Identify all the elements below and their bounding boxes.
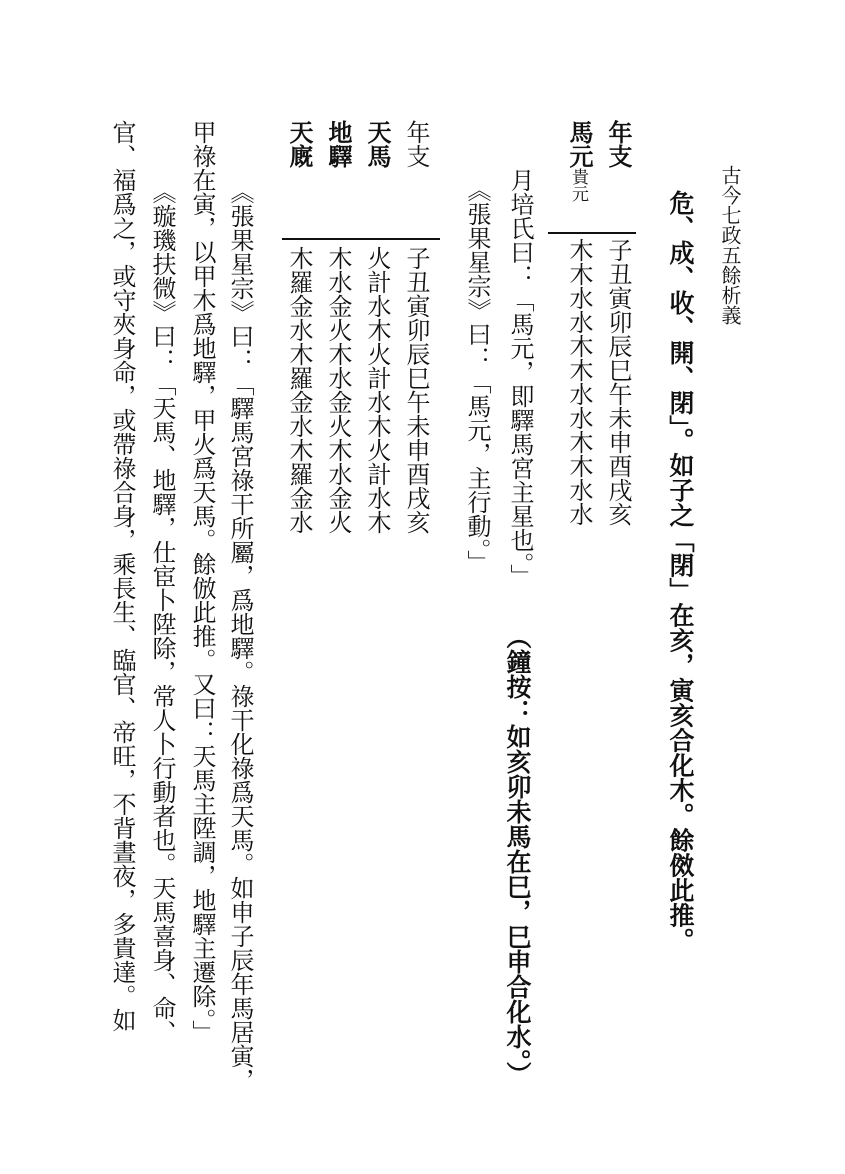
- table2-rule: [282, 238, 440, 240]
- quote-yuepei: 月培氏曰：「馬元，即驛馬宮主星也。」: [506, 168, 534, 588]
- table2-row-label-tianjiu: 天廐: [285, 120, 314, 168]
- body-column-3: 《璇璣扶微》曰：「天馬、地驛，仕宦卜陞除，常人卜行動者也。天馬喜身、命、: [148, 180, 176, 1044]
- table2-header-label: 年支: [402, 120, 430, 168]
- text-column-1: 危、成、收、開、閉」。如子之「閉」在亥，寅亥合化木。餘傚此推。: [666, 190, 695, 953]
- text-column-note: （鐘按：如亥卯未馬在巳，巳申合化水。）: [503, 624, 532, 1087]
- body-column-4: 官、福爲之，或守夾身命，或帶祿合身，乘長生、臨官、帝旺，不背晝夜，多貴達。如: [108, 120, 136, 1032]
- table2-row-values-diyi: 木水金火木水金火木水金火: [324, 246, 352, 534]
- table1-row-sub: 貴元: [568, 168, 588, 202]
- table2-row-values-tianma: 火計水木火計水木火計水木: [363, 246, 391, 534]
- table1-row-label: 馬元: [565, 120, 594, 168]
- body-column-1: 《張果星宗》曰：「驛馬宮祿干所屬，爲地驛。祿干化祿爲天馬。如申子辰年馬居寅，: [226, 180, 254, 1092]
- body-column-2: 甲祿在寅，以甲木爲地驛，甲火爲天馬。餘倣此推。又曰：天馬主陞調，地驛主遷除。」: [188, 120, 216, 1044]
- table1-row-values: 木木水水木木水水木木水水: [565, 238, 593, 526]
- running-header: 古今七政五餘析義: [718, 165, 742, 325]
- table2-row-label-diyi: 地驛: [324, 120, 353, 168]
- table1-rule: [548, 232, 636, 234]
- table1-header-label: 年支: [604, 120, 633, 168]
- table2-header-values: 子丑寅卯辰巳午未申酉戌亥: [402, 246, 430, 534]
- table2-row-label-tianma: 天馬: [363, 120, 392, 168]
- table1-header-values: 子丑寅卯辰巳午未申酉戌亥: [604, 238, 632, 526]
- quote-zhangguo-1: 《張果星宗》曰：「馬元，主行動。」: [463, 178, 491, 574]
- table2-row-values-tianjiu: 木羅金水木羅金水木羅金水: [285, 246, 313, 534]
